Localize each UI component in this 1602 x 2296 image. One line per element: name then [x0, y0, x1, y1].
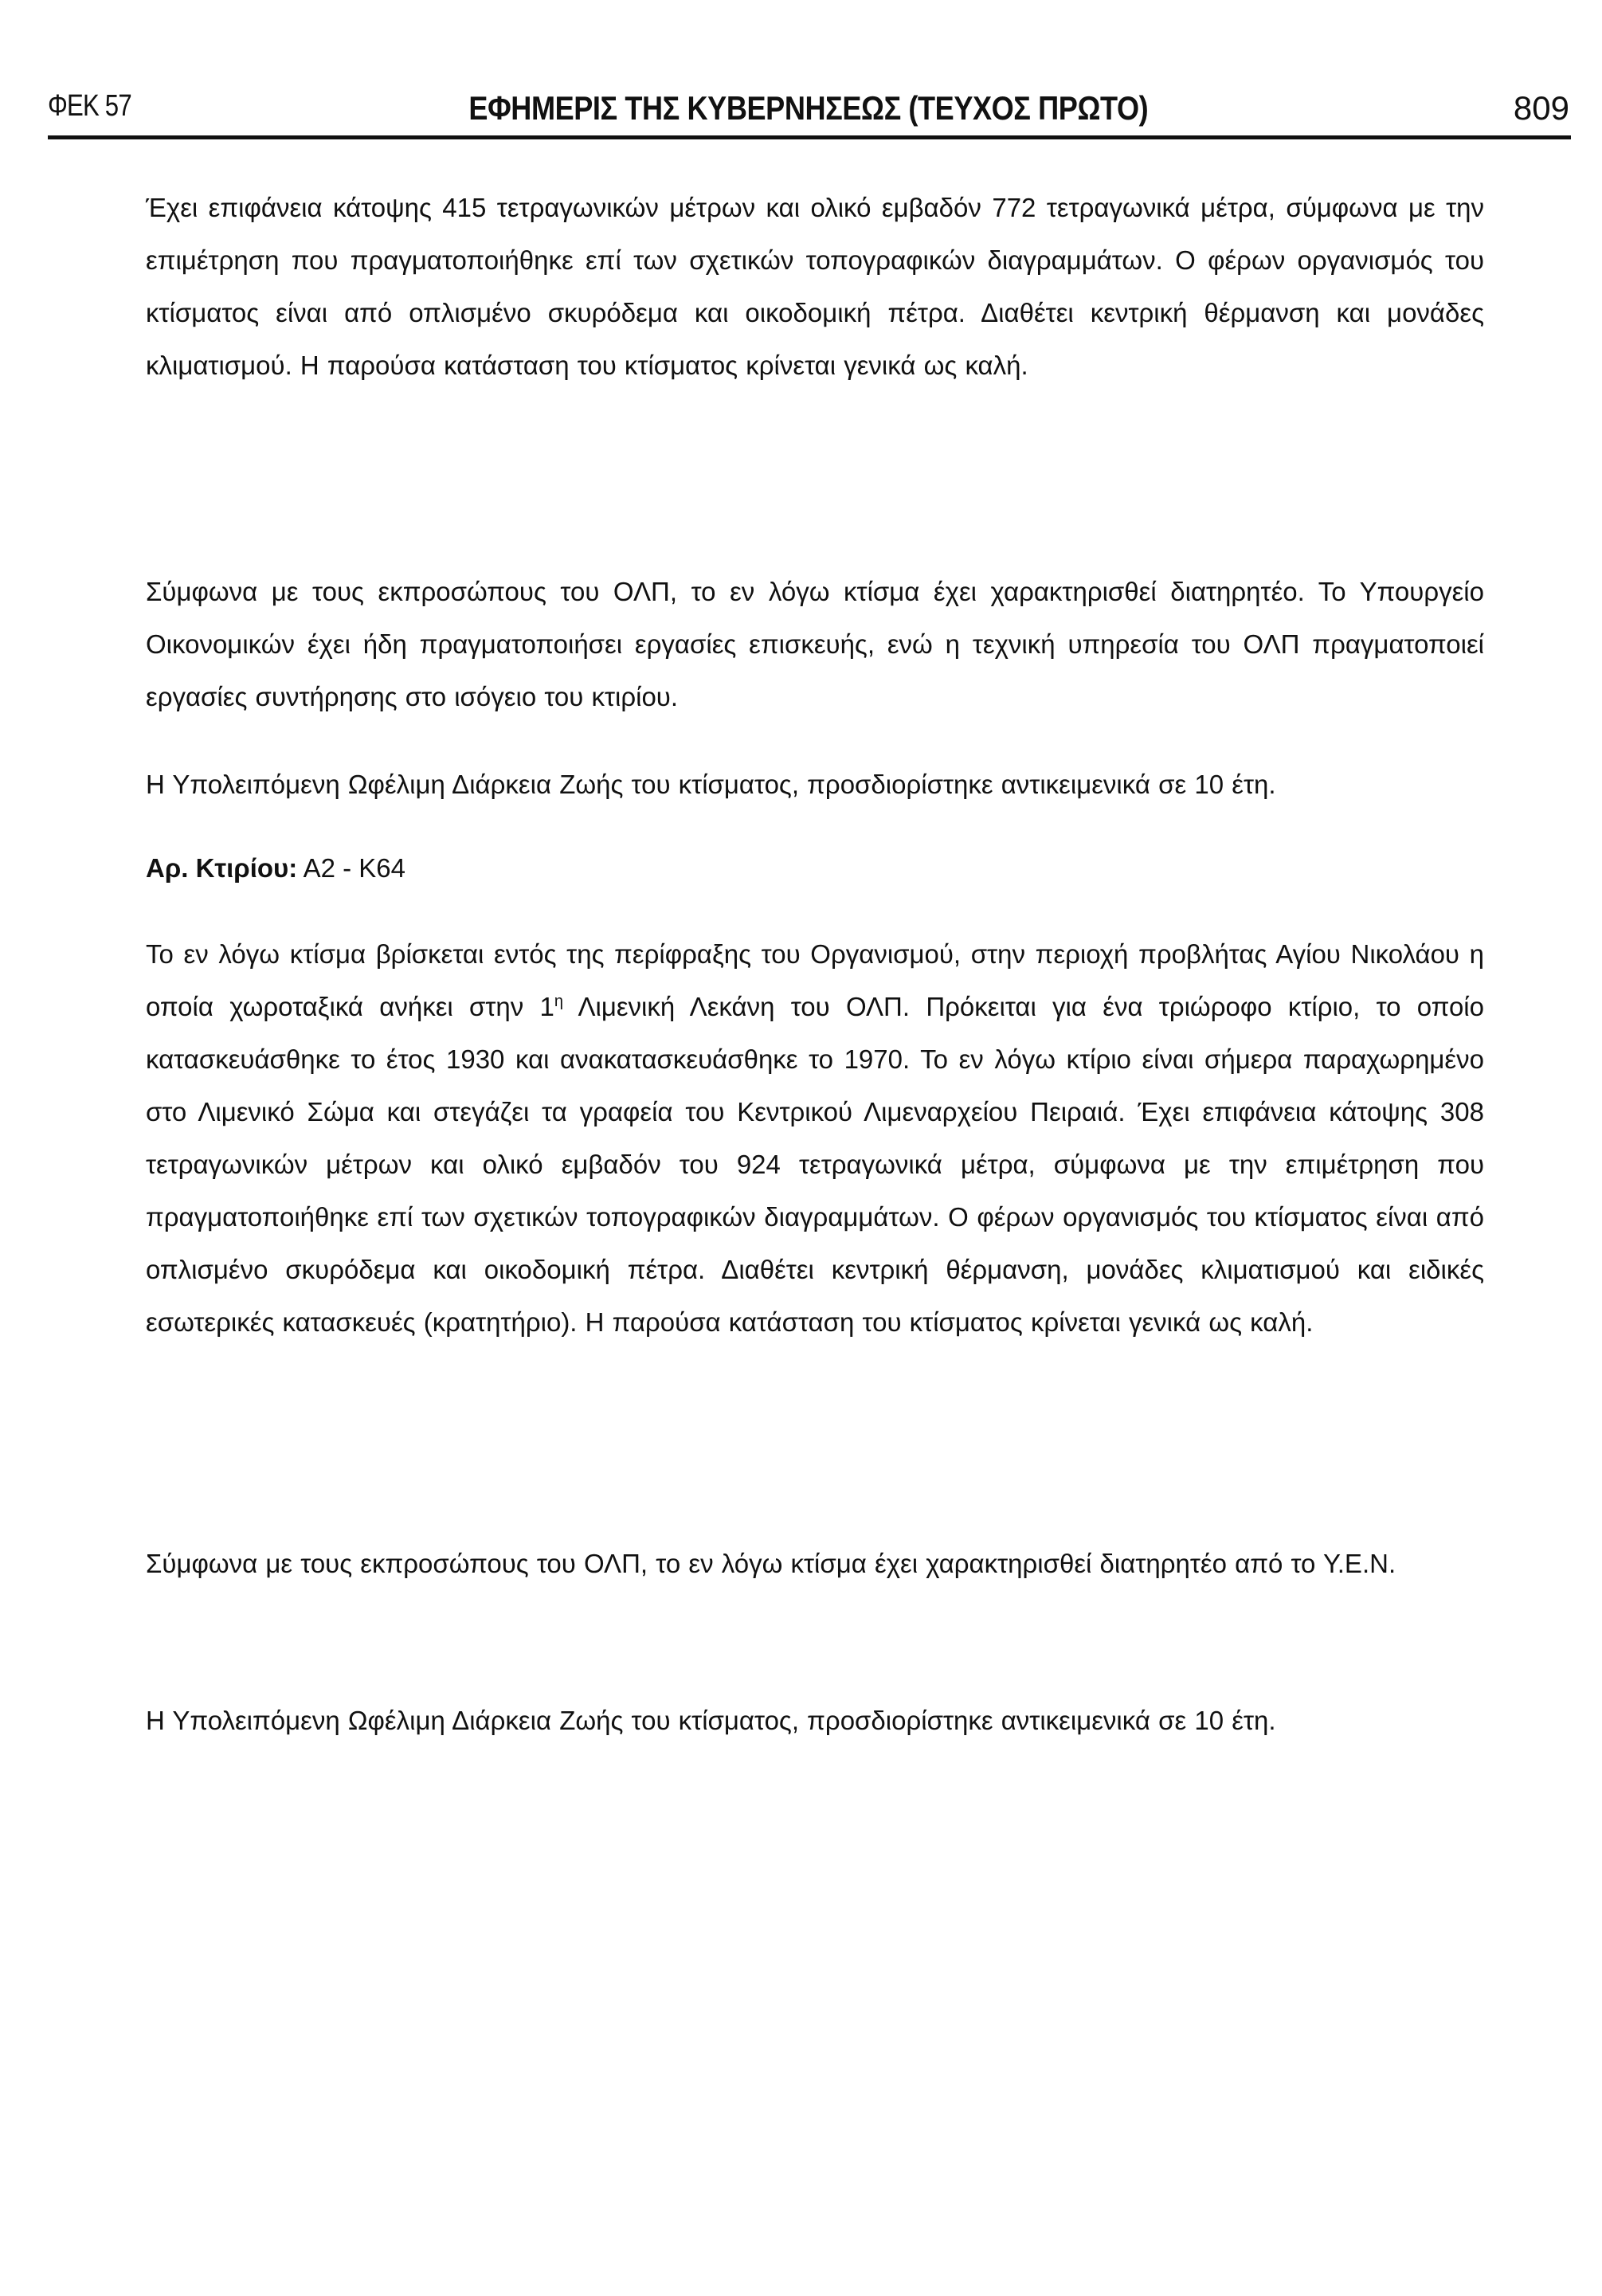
building-heading-value: Α2 - Κ64: [303, 853, 406, 883]
paragraph-building-description: [146, 928, 1484, 1349]
page-header: [48, 89, 1569, 129]
paragraph-preservation-status: Σύμφωνα με τους εκπροσώπους του ΟΛΠ, το εν λόγω κτίσμα έχει χαρακτηρισθεί διατηρητέο. Το Υπουργείο Οικονομικών έχει ήδη πραγματοποιήσει εργασίες επισκευής, ενώ η τεχνική υπηρεσία του ΟΛΠ πραγματοποιεί εργασίες συντήρησης στο ισόγειο του κτιρίου.: [146, 577, 1484, 711]
gazette-title-text: ΕΦΗΜΕΡΙΣ ΤΗΣ ΚΥΒΕΡΝΗΣΕΩΣ (ΤΕΥΧΟΣ ΠΡΩΤΟ): [468, 89, 1149, 127]
issue-number: ΦΕΚ 57: [48, 89, 131, 123]
paragraph-floor-area: Έχει επιφάνεια κάτοψης 415 τετραγωνικών μέτρων και ολικό εμβαδόν 772 τετραγωνικά μέτρα, σύμφωνα με την επιμέτρηση που πραγματοποιήθηκε επί των σχετικών τοπογραφικών διαγραμμάτων. Ο φέρων οργανισμός του κτίσματος είναι από οπλισμένο σκυρόδεμα και οικοδομική πέτρα. Διαθέτει κεντρική θέρμανση και μονάδες κλιματισμού. Η παρούσα κατάσταση του κτίσματος κρίνεται γενικά ως καλή.: [146, 193, 1484, 380]
building-description-part2: Λιμενική Λεκάνη του ΟΛΠ. Πρόκειται για ένα τριώροφο κτίριο, το οποίο κατασκευάσθηκε το έτος 1930 και ανακατασκευάσθηκε το 1970. Το εν λόγω κτίριο είναι σήμερα παραχωρημένο στο Λιμενικό Σώμα και στεγάζει τα γραφεία του Κεντρικού Λιμεναρχείου Πειραιά. Έχει επιφάνεια κάτοψης 308 τετραγωνικών μέτρων και ολικό εμβαδόν του 924 τετραγωνικά μέτρα, σύμφωνα με την επιμέτρηση που πραγματοποιήθηκε επί των σχετικών τοπογραφικών διαγραμμάτων. Ο φέρων οργανισμός του κτίσματος είναι από οπλισμένο σκυρόδεμα και οικοδομική πέτρα. Διαθέτει κεντρική θέρμανση, μονάδες κλιματισμού και ειδικές εσωτερικές κατασκευές (κρατητήριο). Η παρούσα κατάσταση του κτίσματος κρίνεται γενικά ως καλή.: [146, 992, 1484, 1337]
building-heading: [146, 842, 405, 895]
building-heading-label: Αρ. Κτιρίου:: [146, 853, 298, 883]
paragraph-building-preservation: Σύμφωνα με τους εκπροσώπους του ΟΛΠ, το εν λόγω κτίσμα έχει χαρακτηρισθεί διατηρητέο από το Υ.Ε.Ν.: [146, 1549, 1396, 1578]
page-number: 809: [1513, 89, 1569, 127]
header-divider: [48, 135, 1571, 139]
building-description-part1: Το εν λόγω κτίσμα βρίσκεται εντός της περίφραξης του Οργανισμού, στην περιοχή προβλήτας Αγίου Νικολάου η οποία χωροταξικά ανήκει στην 1: [146, 939, 1484, 1021]
paragraph-building-useful-life: Η Υπολειπόμενη Ωφέλιμη Διάρκεια Ζωής του κτίσματος, προσδιορίστηκε αντικειμενικά σε 10 έτη.: [146, 1706, 1276, 1735]
gazette-title: [48, 89, 1569, 127]
ordinal-superscript: η: [554, 993, 563, 1010]
paragraph-useful-life: Η Υπολειπόμενη Ωφέλιμη Διάρκεια Ζωής του κτίσματος, προσδιορίστηκε αντικειμενικά σε 10 έτη.: [146, 770, 1276, 799]
